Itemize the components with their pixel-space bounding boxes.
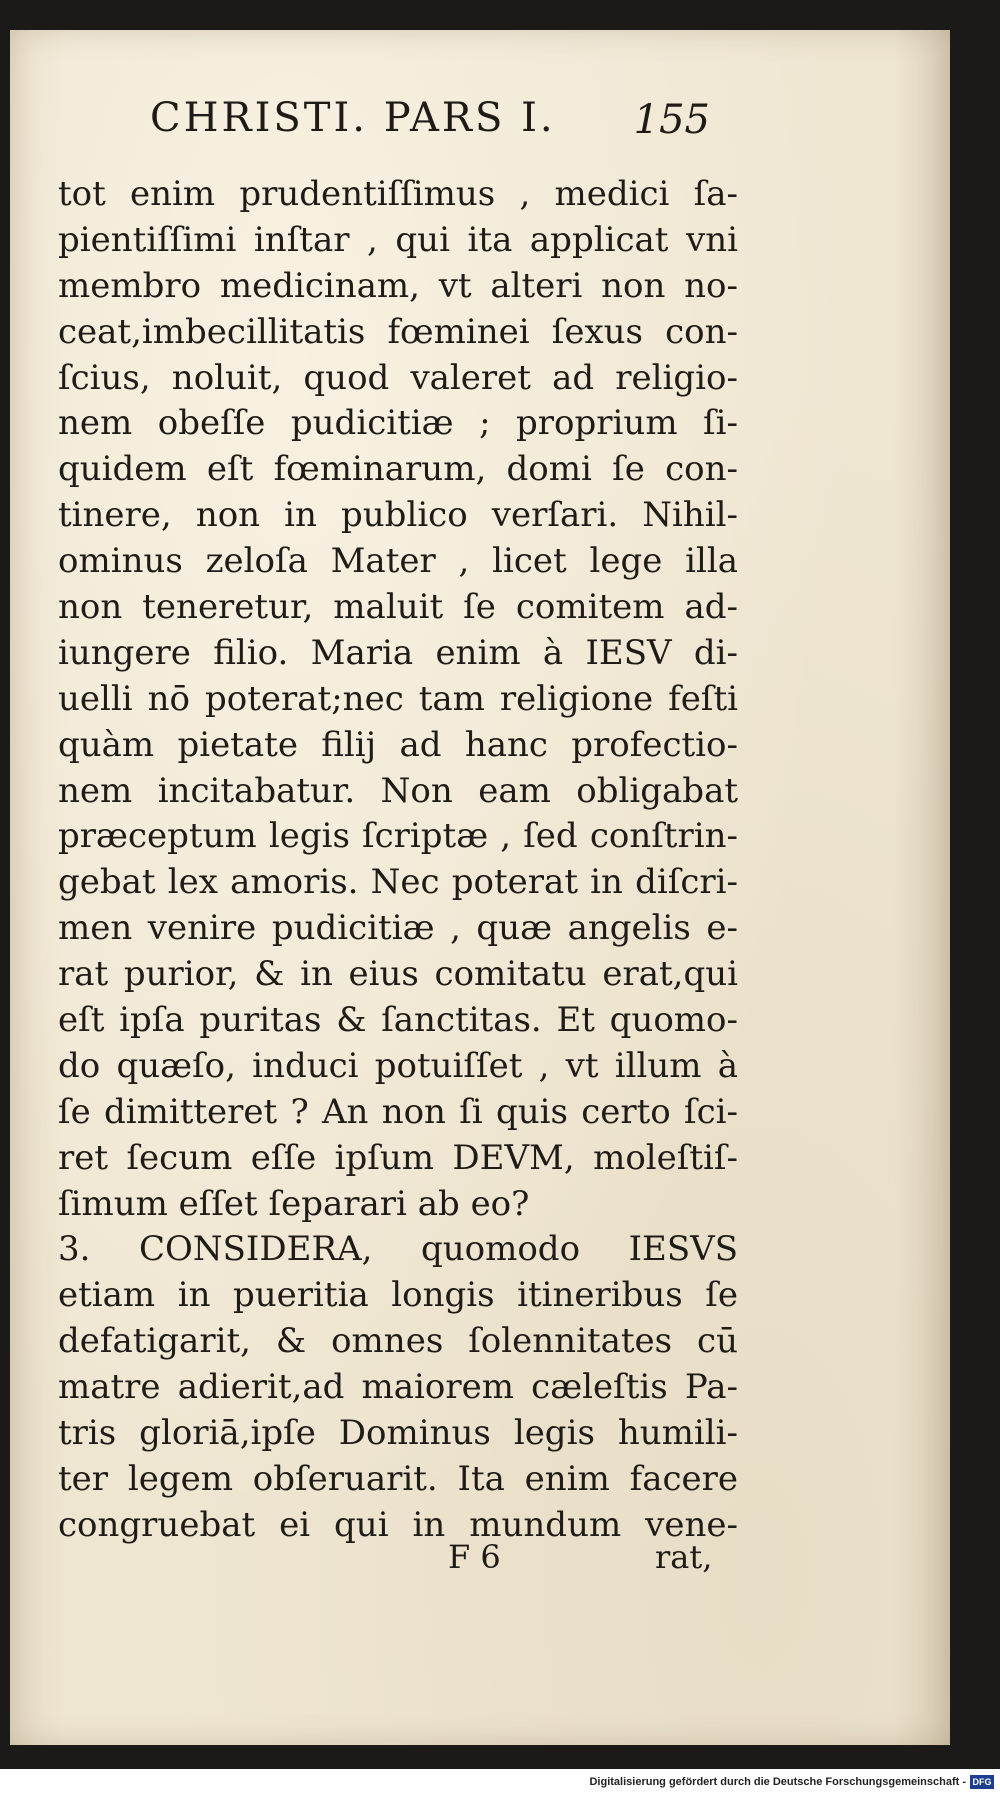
text-line: ominus zeloſa Mater , licet lege illa bbox=[58, 541, 738, 582]
text-line: rat purior, & in eius comitatu erat,qui bbox=[58, 954, 738, 995]
running-head bbox=[150, 95, 710, 141]
running-head-title: CHRISTI. PARS I. bbox=[150, 95, 556, 141]
text-line: tinere, non in publico verſari. Nihil- bbox=[58, 495, 738, 536]
text-line: quàm pietate filij ad hanc profectio- bbox=[58, 724, 738, 765]
text-line: ſe dimitteret ? An non ſi quis certo ſci- bbox=[58, 1091, 738, 1132]
book-page bbox=[10, 30, 950, 1745]
text-line: nem obeſſe pudicitiæ ; proprium ſi- bbox=[58, 403, 738, 444]
page-number: 155 bbox=[633, 97, 710, 143]
text-line: membro medicinam, vt alteri non no- bbox=[58, 265, 738, 306]
text-line: tot enim prudentiſſimus , medici ſa- bbox=[58, 174, 738, 214]
text-line: matre adierit,ad maiorem cæleſtis Pa- bbox=[58, 1367, 738, 1408]
text-line: uelli nō poterat;nec tam religione feſti bbox=[58, 678, 738, 719]
text-line: men venire pudicitiæ , quæ angelis e- bbox=[58, 908, 738, 949]
text-line: tris gloriā,ipſe Dominus legis humili- bbox=[58, 1413, 738, 1454]
footer-bar bbox=[0, 1769, 1000, 1793]
text-line: ſimum eſſet ſeparari ab eo? bbox=[58, 1183, 530, 1224]
catchword: rat, bbox=[655, 1538, 713, 1576]
signature-mark: F 6 bbox=[448, 1538, 501, 1576]
body-text bbox=[58, 172, 738, 1549]
digitization-credit: Digitalisierung gefördert durch die Deutsche Forschungsgemeinschaft - bbox=[589, 1776, 966, 1788]
text-line: pientiſſimi inſtar , qui ita applicat vni bbox=[58, 219, 738, 260]
text-line: præceptum legis ſcriptæ , ſed conſtrin- bbox=[58, 816, 738, 857]
text-line: ter legem obſeruarit. Ita enim facere bbox=[58, 1458, 738, 1499]
text-line: eſt ipſa puritas & ſanctitas. Et quomo- bbox=[58, 1000, 738, 1041]
text-line: non teneretur, maluit ſe comitem ad- bbox=[58, 587, 738, 628]
text-line: nem incitabatur. Non eam obligabat bbox=[58, 770, 738, 811]
text-line: do quæſo, induci potuiſſet , vt illum à bbox=[58, 1045, 738, 1086]
text-line: defatigarit, & omnes ſolennitates cū bbox=[58, 1321, 738, 1362]
text-line: gebat lex amoris. Nec poterat in diſcri- bbox=[58, 862, 738, 903]
text-line: etiam in pueritia longis itineribus ſe bbox=[58, 1275, 738, 1316]
text-line: congruebat ei qui in mundum vene- bbox=[58, 1504, 738, 1545]
text-line: ſcius, noluit, quod valeret ad religio- bbox=[58, 357, 738, 398]
text-line: iungere filio. Maria enim à IESV di- bbox=[58, 632, 738, 673]
text-line: ceat,imbecillitatis fœminei ſexus con- bbox=[58, 311, 738, 352]
text-line: ret ſecum eſſe ipſum DEVM, moleſtiſ- bbox=[58, 1137, 738, 1178]
text-line: 3. CONSIDERA, quomodo IESVS bbox=[58, 1229, 738, 1270]
text-line: quidem eſt fœminarum, domi ſe con- bbox=[58, 449, 738, 490]
dfg-logo-icon: DFG bbox=[970, 1775, 994, 1789]
